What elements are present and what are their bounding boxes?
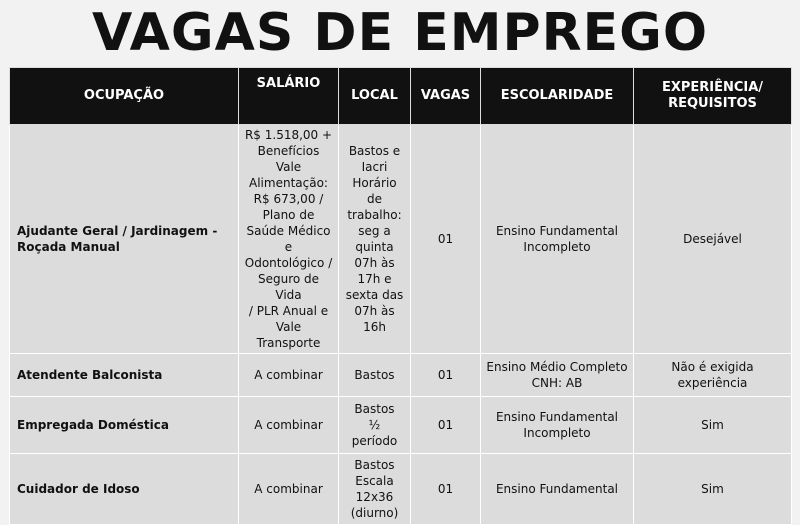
cell-ocupacao: Atendente Balconista (10, 354, 239, 397)
header-escolaridade: ESCOLARIDADE (481, 68, 634, 125)
cell-local: Bastos ½ período (339, 397, 411, 454)
cell-salario: A combinar (239, 354, 339, 397)
table-row (10, 397, 792, 454)
cell-salario: A combinar (239, 397, 339, 454)
cell-escolaridade: Ensino Fundamental Incompleto (481, 397, 634, 454)
cell-experiencia: Desejável (634, 125, 792, 354)
cell-escolaridade: Ensino Fundamental Incompleto (481, 125, 634, 354)
cell-local: Bastos e Iacri Horário de trabalho: seg a quinta 07h às 17h e sexta das 07h às 16h (339, 125, 411, 354)
cell-escolaridade: Ensino Fundamental (481, 454, 634, 525)
header-ocupacao: OCUPAÇÃO (10, 68, 239, 125)
page-title: VAGAS DE EMPREGO (91, 3, 709, 63)
cell-experiencia: Sim (634, 454, 792, 525)
table-header-row (10, 68, 792, 125)
cell-vagas: 01 (411, 354, 481, 397)
header-vagas: VAGAS (411, 68, 481, 125)
cell-escolaridade: Ensino Médio Completo CNH: AB (481, 354, 634, 397)
header-local: LOCAL (339, 68, 411, 125)
cell-vagas: 01 (411, 397, 481, 454)
cell-experiencia: Sim (634, 397, 792, 454)
cell-ocupacao: Ajudante Geral / Jardinagem - Roçada Manual (10, 125, 239, 354)
header-experiencia: EXPERIÊNCIA/ REQUISITOS (634, 68, 792, 125)
cell-salario: A combinar (239, 454, 339, 525)
table-row (10, 125, 792, 354)
cell-local: Bastos (339, 354, 411, 397)
header-salario: SALÁRIO (239, 68, 339, 125)
cell-salario: R$ 1.518,00 + Benefícios Vale Alimentação: R$ 673,00 / Plano de Saúde Médico e Odontológico / Seguro de Vida / PLR Anual e Vale Transporte (239, 125, 339, 354)
cell-ocupacao: Empregada Doméstica (10, 397, 239, 454)
cell-experiencia: Não é exigida experiência (634, 354, 792, 397)
cell-ocupacao: Cuidador de Idoso (10, 454, 239, 525)
cell-local: Bastos Escala 12x36 (diurno) (339, 454, 411, 525)
table-row (10, 354, 792, 397)
jobs-table (9, 67, 792, 525)
cell-vagas: 01 (411, 454, 481, 525)
cell-vagas: 01 (411, 125, 481, 354)
